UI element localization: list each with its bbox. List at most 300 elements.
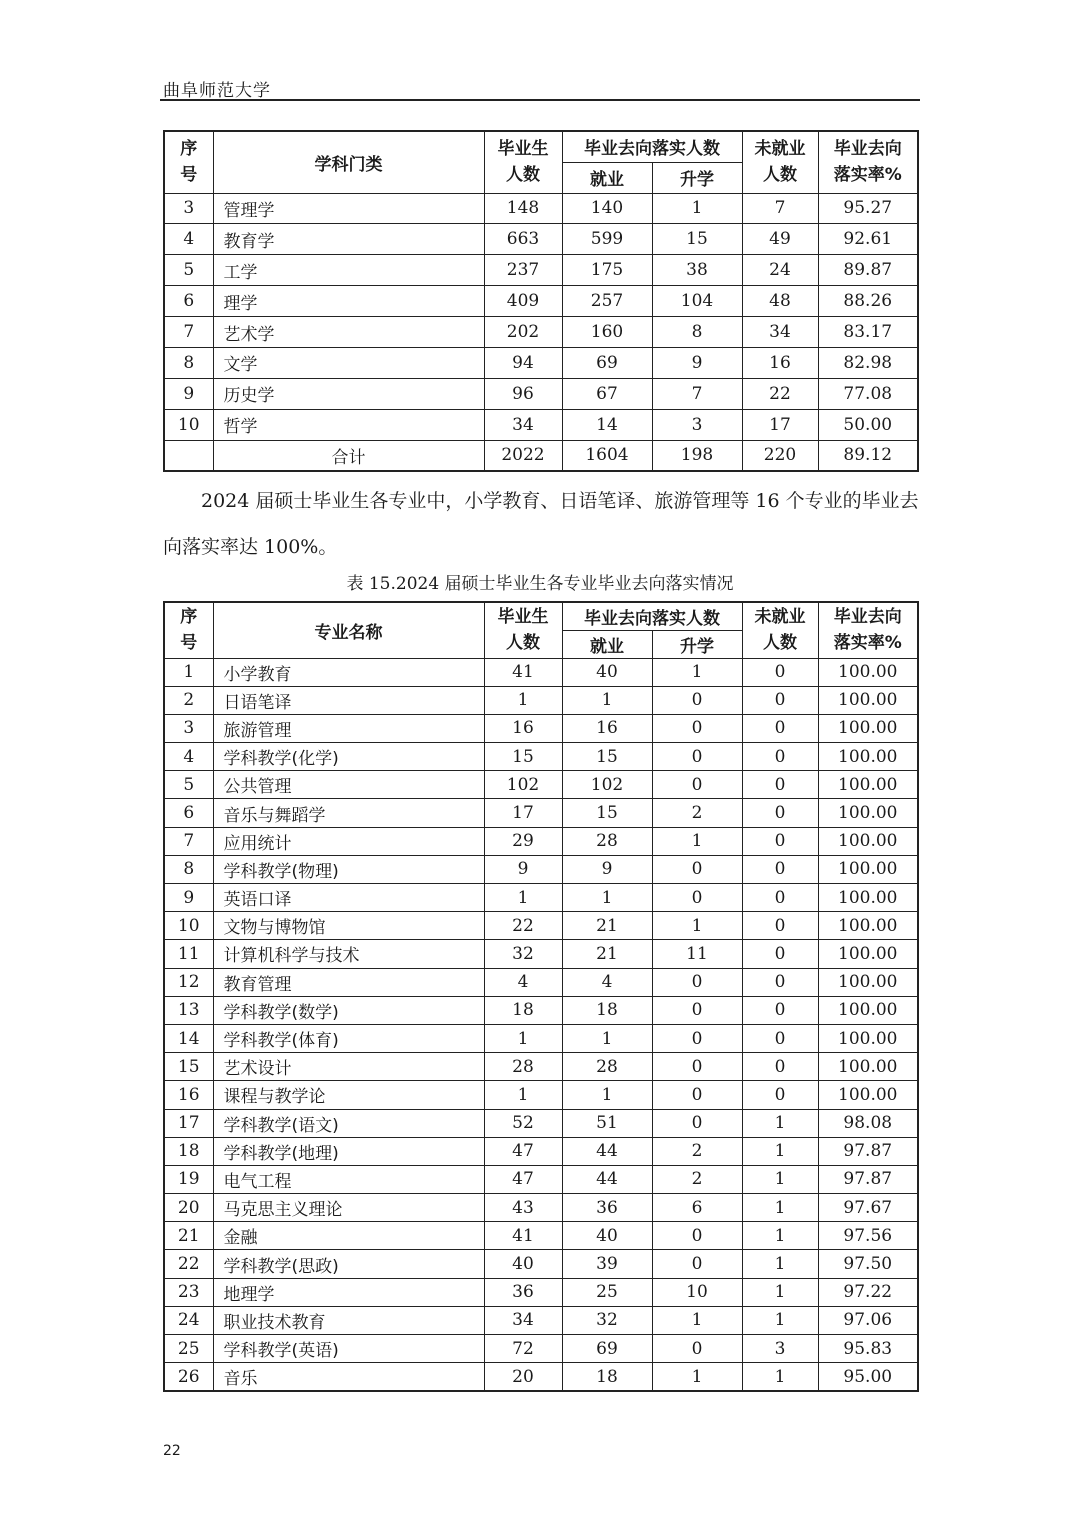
table-cell: 2	[652, 1137, 742, 1165]
table-cell: 7	[742, 193, 818, 224]
table-row	[164, 1278, 918, 1306]
table-cell: 1	[742, 1278, 818, 1306]
table-cell: 72	[484, 1335, 562, 1363]
table-cell: 6	[164, 799, 213, 827]
table-row	[164, 996, 918, 1024]
table-cell: 100.00	[818, 1053, 918, 1081]
table-cell: 100.00	[818, 827, 918, 855]
employed-header: 就业	[562, 630, 652, 658]
table-cell: 0	[652, 1081, 742, 1109]
table-cell: 4	[562, 968, 652, 996]
table-cell: 0	[652, 1109, 742, 1137]
table-cell: 金融	[213, 1222, 484, 1250]
table-row	[164, 1053, 918, 1081]
table-cell: 1	[562, 884, 652, 912]
table-row	[164, 193, 918, 224]
table-cell: 16	[484, 714, 562, 742]
table-cell: 89.12	[818, 440, 918, 471]
table-cell: 课程与教学论	[213, 1081, 484, 1109]
table-cell: 艺术设计	[213, 1053, 484, 1081]
table-cell: 40	[562, 658, 652, 686]
table-cell: 24	[742, 255, 818, 286]
table-cell: 8	[164, 347, 213, 378]
table-cell: 1	[742, 1250, 818, 1278]
table-row	[164, 658, 918, 686]
table-row	[164, 884, 918, 912]
table-cell: 97.87	[818, 1137, 918, 1165]
table-cell: 50.00	[818, 409, 918, 440]
table-cell: 14	[562, 409, 652, 440]
further-study-header: 升学	[652, 162, 742, 193]
table-cell: 25	[164, 1335, 213, 1363]
table-cell: 34	[484, 1306, 562, 1334]
table-cell: 学科教学(体育)	[213, 1024, 484, 1052]
table-cell: 0	[652, 884, 742, 912]
table-row	[164, 1194, 918, 1222]
total-label: 合计	[213, 440, 484, 471]
table-cell: 1	[742, 1194, 818, 1222]
table-cell: 140	[562, 193, 652, 224]
major-table-body	[164, 658, 918, 1391]
table-cell: 8	[164, 855, 213, 883]
table-caption: 表 15.2024 届硕士毕业生各专业毕业去向落实情况	[346, 574, 734, 594]
further-study-header: 升学	[652, 630, 742, 658]
table-cell: 47	[484, 1137, 562, 1165]
table-cell: 69	[562, 1335, 652, 1363]
unemployed-header: 未就业 人数	[742, 602, 818, 658]
table-cell: 100.00	[818, 1081, 918, 1109]
table-cell: 94	[484, 347, 562, 378]
table-cell: 6	[164, 286, 213, 317]
table-cell: 21	[164, 1222, 213, 1250]
table-cell: 文学	[213, 347, 484, 378]
table-row	[164, 771, 918, 799]
rate-header: 毕业去向 落实率%	[818, 602, 918, 658]
table-cell: 15	[562, 799, 652, 827]
table-cell: 11	[652, 940, 742, 968]
table-cell: 2022	[484, 440, 562, 471]
table-cell: 32	[484, 940, 562, 968]
table-row	[164, 686, 918, 714]
table-cell: 9	[652, 347, 742, 378]
table-cell: 3	[164, 714, 213, 742]
table-cell: 102	[562, 771, 652, 799]
table-cell: 0	[742, 714, 818, 742]
table-cell: 1	[742, 1306, 818, 1334]
table-cell: 应用统计	[213, 827, 484, 855]
table-row	[164, 827, 918, 855]
table-cell: 学科教学(英语)	[213, 1335, 484, 1363]
table-cell: 100.00	[818, 884, 918, 912]
table-cell: 9	[562, 855, 652, 883]
table-row	[164, 1363, 918, 1391]
table-cell: 1	[562, 686, 652, 714]
empty-cell	[164, 440, 213, 471]
table-cell: 17	[742, 409, 818, 440]
table-cell: 148	[484, 193, 562, 224]
table-cell: 1	[484, 884, 562, 912]
table-cell: 音乐与舞蹈学	[213, 799, 484, 827]
table-cell: 599	[562, 224, 652, 255]
table-cell: 1	[652, 193, 742, 224]
table-cell: 日语笔译	[213, 686, 484, 714]
table-cell: 40	[562, 1222, 652, 1250]
table-cell: 21	[562, 940, 652, 968]
table-cell: 2	[652, 1165, 742, 1193]
table-cell: 1	[562, 1024, 652, 1052]
table-cell: 4	[164, 743, 213, 771]
table-cell: 92.61	[818, 224, 918, 255]
table-cell: 95.83	[818, 1335, 918, 1363]
discipline-table-body	[164, 193, 918, 471]
table-cell: 82.98	[818, 347, 918, 378]
table-cell: 20	[164, 1194, 213, 1222]
table-row	[164, 1222, 918, 1250]
table-cell: 20	[484, 1363, 562, 1391]
table-cell: 36	[562, 1194, 652, 1222]
table-cell: 0	[652, 1335, 742, 1363]
table-cell: 41	[484, 658, 562, 686]
table-cell: 17	[484, 799, 562, 827]
category-header: 学科门类	[213, 131, 484, 193]
table-cell: 202	[484, 317, 562, 348]
table-cell: 理学	[213, 286, 484, 317]
table-cell: 计算机科学与技术	[213, 940, 484, 968]
table-cell: 学科教学(思政)	[213, 1250, 484, 1278]
table-cell: 0	[652, 855, 742, 883]
table-cell: 39	[562, 1250, 652, 1278]
table-cell: 28	[484, 1053, 562, 1081]
discipline-table	[163, 130, 919, 472]
table-cell: 1	[742, 1363, 818, 1391]
table-cell: 38	[652, 255, 742, 286]
table-cell: 100.00	[818, 686, 918, 714]
table-cell: 学科教学(地理)	[213, 1137, 484, 1165]
header-rule	[160, 99, 920, 101]
table-cell: 0	[652, 771, 742, 799]
table-cell: 34	[742, 317, 818, 348]
table-cell: 100.00	[818, 771, 918, 799]
table-cell: 公共管理	[213, 771, 484, 799]
page-number: 22	[163, 1443, 181, 1459]
table-cell: 13	[164, 996, 213, 1024]
table-cell: 1	[742, 1109, 818, 1137]
table-cell: 4	[484, 968, 562, 996]
table-cell: 工学	[213, 255, 484, 286]
table-cell: 34	[484, 409, 562, 440]
rate-header: 毕业去向 落实率%	[818, 131, 918, 193]
table-cell: 0	[742, 686, 818, 714]
table-cell: 69	[562, 347, 652, 378]
table-cell: 10	[652, 1278, 742, 1306]
table-cell: 23	[164, 1278, 213, 1306]
table-cell: 0	[652, 686, 742, 714]
total-row	[164, 440, 918, 471]
table-cell: 100.00	[818, 968, 918, 996]
table-cell: 21	[562, 912, 652, 940]
table-row	[164, 1081, 918, 1109]
table-cell: 0	[742, 996, 818, 1024]
table-cell: 24	[164, 1306, 213, 1334]
table-row	[164, 799, 918, 827]
destination-header: 毕业去向落实人数	[562, 602, 742, 630]
table-cell: 237	[484, 255, 562, 286]
table-cell: 48	[742, 286, 818, 317]
table-cell: 1	[484, 686, 562, 714]
table-cell: 95.27	[818, 193, 918, 224]
table-row	[164, 855, 918, 883]
table-cell: 104	[652, 286, 742, 317]
table-cell: 1604	[562, 440, 652, 471]
table-cell: 96	[484, 378, 562, 409]
table-cell: 2	[652, 799, 742, 827]
table-cell: 100.00	[818, 658, 918, 686]
table-cell: 15	[652, 224, 742, 255]
table-cell: 职业技术教育	[213, 1306, 484, 1334]
table-cell: 52	[484, 1109, 562, 1137]
table-cell: 97.56	[818, 1222, 918, 1250]
table-cell: 18	[164, 1137, 213, 1165]
table-cell: 88.26	[818, 286, 918, 317]
table-cell: 1	[652, 658, 742, 686]
table-cell: 102	[484, 771, 562, 799]
table-cell: 0	[742, 771, 818, 799]
table-cell: 22	[484, 912, 562, 940]
table-cell: 77.08	[818, 378, 918, 409]
table-cell: 32	[562, 1306, 652, 1334]
table-cell: 97.50	[818, 1250, 918, 1278]
table-cell: 97.87	[818, 1165, 918, 1193]
table-cell: 2	[164, 686, 213, 714]
table-cell: 1	[742, 1165, 818, 1193]
table-cell: 1	[562, 1081, 652, 1109]
employed-header: 就业	[562, 162, 652, 193]
unemployed-header: 未就业 人数	[742, 131, 818, 193]
table-cell: 43	[484, 1194, 562, 1222]
table-cell: 5	[164, 255, 213, 286]
table-cell: 0	[742, 799, 818, 827]
table-cell: 89.87	[818, 255, 918, 286]
table-cell: 3	[652, 409, 742, 440]
table-cell: 1	[652, 827, 742, 855]
table-cell: 0	[742, 940, 818, 968]
table-cell: 160	[562, 317, 652, 348]
table-cell: 7	[652, 378, 742, 409]
table-cell: 0	[742, 1024, 818, 1052]
table-cell: 0	[652, 1250, 742, 1278]
table-cell: 100.00	[818, 912, 918, 940]
table-cell: 41	[484, 1222, 562, 1250]
graduates-header: 毕业生 人数	[484, 131, 562, 193]
table-cell: 29	[484, 827, 562, 855]
table-cell: 22	[742, 378, 818, 409]
header-title: 曲阜师范大学	[163, 81, 271, 101]
table-cell: 10	[164, 409, 213, 440]
major-header: 专业名称	[213, 602, 484, 658]
table-cell: 0	[742, 968, 818, 996]
table-cell: 22	[164, 1250, 213, 1278]
table-cell: 4	[164, 224, 213, 255]
table-cell: 100.00	[818, 799, 918, 827]
table-cell: 小学教育	[213, 658, 484, 686]
table-cell: 51	[562, 1109, 652, 1137]
table-cell: 663	[484, 224, 562, 255]
table-cell: 历史学	[213, 378, 484, 409]
table-cell: 1	[484, 1024, 562, 1052]
table-cell: 100.00	[818, 855, 918, 883]
table-row	[164, 347, 918, 378]
table-row	[164, 409, 918, 440]
table-cell: 14	[164, 1024, 213, 1052]
table-cell: 7	[164, 827, 213, 855]
table-cell: 1	[742, 1222, 818, 1250]
table-cell: 97.67	[818, 1194, 918, 1222]
table-cell: 49	[742, 224, 818, 255]
table-cell: 1	[164, 658, 213, 686]
table-cell: 3	[164, 193, 213, 224]
table-cell: 1	[742, 1137, 818, 1165]
table-cell: 18	[562, 996, 652, 1024]
seq-header: 序 号	[164, 131, 213, 193]
table-cell: 英语口译	[213, 884, 484, 912]
table-cell: 0	[652, 714, 742, 742]
table-cell: 学科教学(物理)	[213, 855, 484, 883]
table-cell: 0	[742, 912, 818, 940]
table-cell: 25	[562, 1278, 652, 1306]
seq-header: 序 号	[164, 602, 213, 658]
table-row	[164, 1165, 918, 1193]
table-cell: 36	[484, 1278, 562, 1306]
table-cell: 100.00	[818, 743, 918, 771]
table-row	[164, 940, 918, 968]
table-row	[164, 743, 918, 771]
table-cell: 哲学	[213, 409, 484, 440]
table-cell: 地理学	[213, 1278, 484, 1306]
table-cell: 11	[164, 940, 213, 968]
table-cell: 学科教学(化学)	[213, 743, 484, 771]
table-row	[164, 286, 918, 317]
table-cell: 1	[652, 1363, 742, 1391]
table-cell: 0	[742, 743, 818, 771]
table-cell: 18	[484, 996, 562, 1024]
table-cell: 9	[484, 855, 562, 883]
major-table	[163, 601, 919, 1392]
table-row	[164, 378, 918, 409]
table-cell: 8	[652, 317, 742, 348]
table-cell: 7	[164, 317, 213, 348]
table-cell: 28	[562, 827, 652, 855]
table-cell: 0	[742, 658, 818, 686]
table-cell: 音乐	[213, 1363, 484, 1391]
table-cell: 175	[562, 255, 652, 286]
table-cell: 220	[742, 440, 818, 471]
table-cell: 15	[164, 1053, 213, 1081]
table-cell: 教育管理	[213, 968, 484, 996]
table-cell: 0	[742, 855, 818, 883]
table-cell: 0	[652, 1024, 742, 1052]
table-cell: 100.00	[818, 1024, 918, 1052]
table-cell: 旅游管理	[213, 714, 484, 742]
table-cell: 学科教学(语文)	[213, 1109, 484, 1137]
table-row	[164, 1250, 918, 1278]
table-cell: 409	[484, 286, 562, 317]
table-cell: 9	[164, 378, 213, 409]
table-cell: 电气工程	[213, 1165, 484, 1193]
table-cell: 17	[164, 1109, 213, 1137]
table-cell: 100.00	[818, 940, 918, 968]
table-cell: 学科教学(数学)	[213, 996, 484, 1024]
table-cell: 1	[484, 1081, 562, 1109]
table-cell: 257	[562, 286, 652, 317]
table-cell: 0	[742, 884, 818, 912]
table-cell: 0	[742, 1053, 818, 1081]
table-row	[164, 317, 918, 348]
table-cell: 0	[742, 1081, 818, 1109]
table-cell: 44	[562, 1137, 652, 1165]
table-cell: 16	[164, 1081, 213, 1109]
table-row	[164, 968, 918, 996]
table-cell: 1	[652, 1306, 742, 1334]
table-cell: 40	[484, 1250, 562, 1278]
table-cell: 1	[652, 912, 742, 940]
summary-paragraph: 2024 届硕士毕业生各专业中，小学教育、日语笔译、旅游管理等 16 个专业的毕业去向落实率达 100%。	[163, 490, 919, 558]
table-cell: 0	[652, 743, 742, 771]
table-cell: 0	[652, 996, 742, 1024]
table-cell: 0	[742, 827, 818, 855]
table-cell: 5	[164, 771, 213, 799]
table-row	[164, 1109, 918, 1137]
destination-header: 毕业去向落实人数	[562, 131, 742, 162]
table-cell: 0	[652, 968, 742, 996]
table-cell: 12	[164, 968, 213, 996]
table-cell: 97.22	[818, 1278, 918, 1306]
table-cell: 47	[484, 1165, 562, 1193]
table-cell: 198	[652, 440, 742, 471]
table-cell: 6	[652, 1194, 742, 1222]
table-row	[164, 912, 918, 940]
table-cell: 16	[562, 714, 652, 742]
table-cell: 95.00	[818, 1363, 918, 1391]
table-cell: 15	[484, 743, 562, 771]
table-cell: 0	[652, 1222, 742, 1250]
table-cell: 管理学	[213, 193, 484, 224]
table-row	[164, 1335, 918, 1363]
table-cell: 26	[164, 1363, 213, 1391]
table-cell: 10	[164, 912, 213, 940]
table-cell: 教育学	[213, 224, 484, 255]
table-cell: 44	[562, 1165, 652, 1193]
table-cell: 28	[562, 1053, 652, 1081]
table-row	[164, 1024, 918, 1052]
table-cell: 16	[742, 347, 818, 378]
table-cell: 83.17	[818, 317, 918, 348]
table-cell: 9	[164, 884, 213, 912]
table-cell: 97.06	[818, 1306, 918, 1334]
table-cell: 100.00	[818, 714, 918, 742]
table-cell: 100.00	[818, 996, 918, 1024]
table-cell: 艺术学	[213, 317, 484, 348]
table-row	[164, 255, 918, 286]
table-cell: 0	[652, 1053, 742, 1081]
table-cell: 马克思主义理论	[213, 1194, 484, 1222]
table-cell: 19	[164, 1165, 213, 1193]
table-row	[164, 714, 918, 742]
graduates-header: 毕业生 人数	[484, 602, 562, 658]
table-cell: 67	[562, 378, 652, 409]
table-cell: 文物与博物馆	[213, 912, 484, 940]
table-cell: 18	[562, 1363, 652, 1391]
table-row	[164, 1306, 918, 1334]
